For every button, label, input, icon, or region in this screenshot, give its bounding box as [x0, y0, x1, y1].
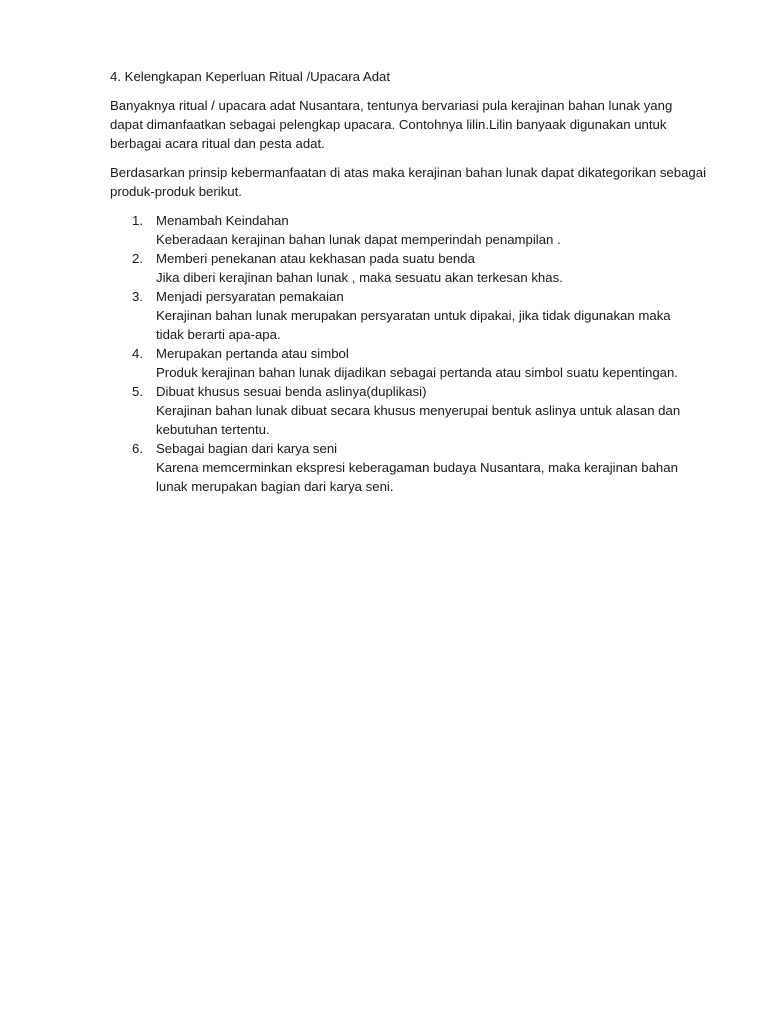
- item-description: kebutuhan tertentu.: [156, 422, 270, 437]
- list-number: 4.: [132, 346, 143, 361]
- item-description: lunak merupakan bagian dari karya seni.: [156, 479, 394, 494]
- list-number: 5.: [132, 384, 143, 399]
- list-number: 3.: [132, 289, 143, 304]
- item-title: Memberi penekanan atau kekhasan pada suatu benda: [156, 251, 475, 266]
- item-description: Produk kerajinan bahan lunak dijadikan sebagai pertanda atau simbol suatu kepentingan.: [156, 365, 679, 380]
- item-description: Karena memcerminkan ekspresi keberagaman budaya Nusantara, maka kerajinan bahan: [156, 460, 678, 475]
- section-heading: 4. Kelengkapan Keperluan Ritual /Upacara Adat: [110, 69, 391, 84]
- category-paragraph: [110, 163, 710, 201]
- item-description: Keberadaan kerajinan bahan lunak dapat memperindah penampilan .: [156, 232, 561, 247]
- list-item: [110, 287, 710, 344]
- product-list: [110, 211, 710, 496]
- paragraph-line: produk-produk berikut.: [110, 184, 242, 199]
- item-description: tidak berarti apa-apa.: [156, 327, 281, 342]
- list-item: [110, 439, 710, 496]
- list-number: 2.: [132, 251, 143, 266]
- item-title: Dibuat khusus sesuai benda aslinya(duplikasi): [156, 384, 427, 399]
- item-description: Kerajinan bahan lunak merupakan persyaratan untuk dipakai, jika tidak digunakan maka: [156, 308, 671, 323]
- paragraph-line: Banyaknya ritual / upacara adat Nusantara, tentunya bervariasi pula kerajinan bahan lunak yang: [110, 98, 673, 113]
- list-number: 6.: [132, 441, 143, 456]
- item-description: Kerajinan bahan lunak dibuat secara khusus menyerupai bentuk aslinya untuk alasan dan: [156, 403, 681, 418]
- item-title: Menjadi persyaratan pemakaian: [156, 289, 344, 304]
- document-page: [110, 67, 710, 496]
- item-title: Merupakan pertanda atau simbol: [156, 346, 349, 361]
- list-item: [110, 382, 710, 439]
- item-title: Sebagai bagian dari karya seni: [156, 441, 338, 456]
- item-title: Menambah Keindahan: [156, 213, 289, 228]
- list-item: [110, 249, 710, 287]
- list-item: [110, 344, 710, 382]
- paragraph-line: berbagai acara ritual dan pesta adat.: [110, 136, 325, 151]
- item-description: Jika diberi kerajinan bahan lunak , maka sesuatu akan terkesan khas.: [156, 270, 563, 285]
- intro-paragraph: [110, 96, 710, 153]
- list-item: [110, 211, 710, 249]
- paragraph-line: dapat dimanfaatkan sebagai pelengkap upacara. Contohnya lilin.Lilin banyaak digunakan untuk: [110, 117, 667, 132]
- list-number: 1.: [132, 213, 143, 228]
- paragraph-line: Berdasarkan prinsip kebermanfaatan di atas maka kerajinan bahan lunak dapat dikategorikan sebagai: [110, 165, 707, 180]
